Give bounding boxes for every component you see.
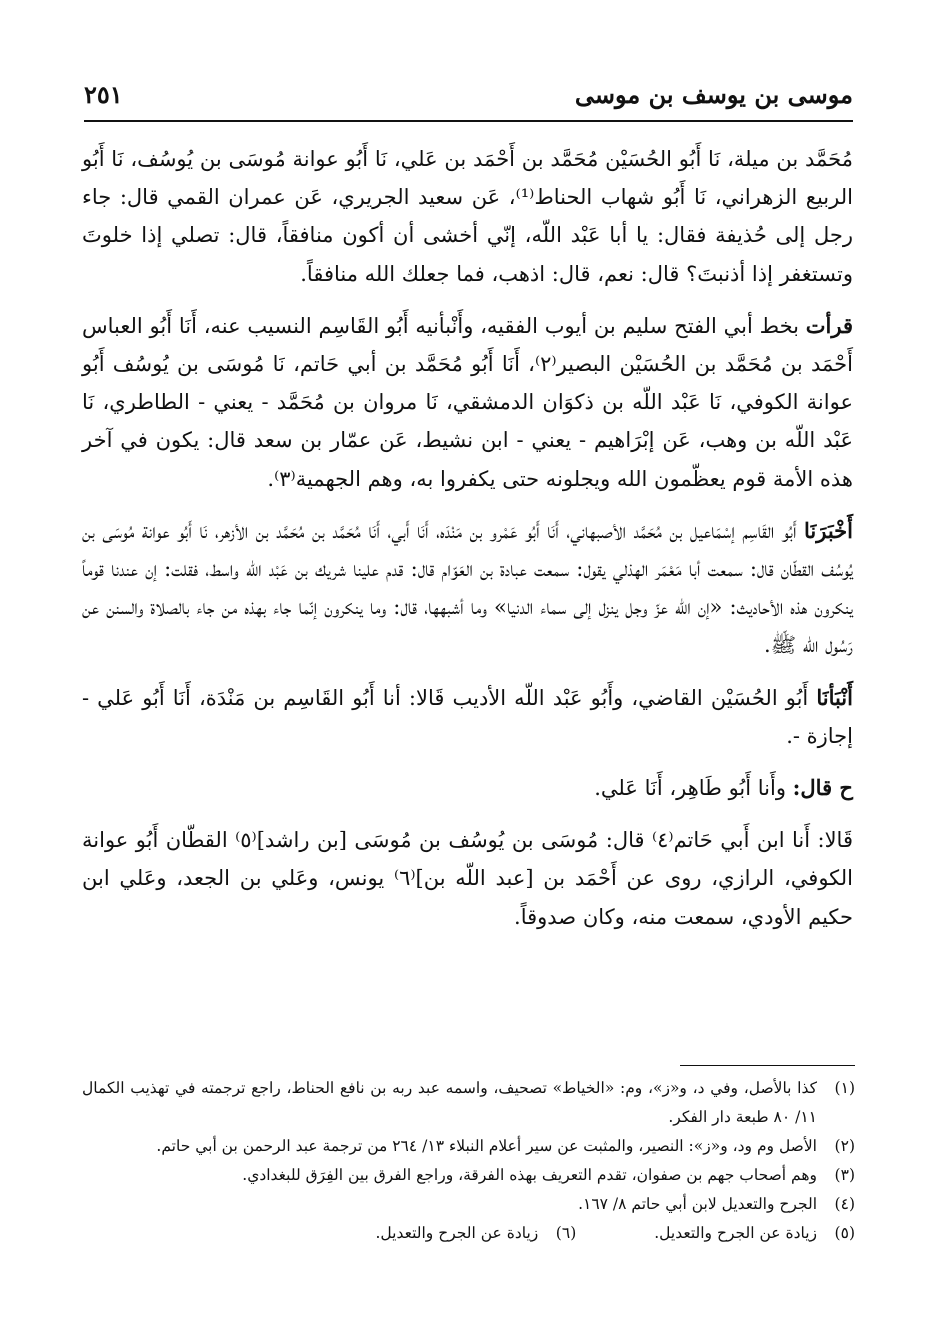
footnote-number: (١) bbox=[834, 1079, 855, 1097]
footnote-text: وهم أصحاب جهم بن صفوان، تقدم التعريف بهذه الفرقة، وراجع الفرق بين الفِرَق للبغدادي. bbox=[242, 1166, 817, 1184]
running-title: موسى بن يوسف بن موسى bbox=[574, 80, 853, 109]
footnote-number: (٦) bbox=[555, 1224, 577, 1242]
footnote bbox=[82, 1074, 855, 1132]
footnote bbox=[82, 1161, 855, 1190]
page-header bbox=[84, 78, 853, 122]
paragraph-lead: قرأت bbox=[805, 312, 853, 338]
page-number: ٢٥١ bbox=[84, 80, 123, 109]
paragraph-text: بخط أبي الفتح سليم بن أيوب الفقيه، وأَنْبأنيه أَبُو القَاسِم النسيب عنه، أَنَا أَبُو العباس أَحْمَد بن مُحَمَّد بن الحُسَيْن البصير⁽٢⁾، أَنَا أَبُو مُحَمَّد بن أبي حَاتم، نَا مُوسَى بن يُوسُف أَبُو عوانة الكوفي، نَا عَبْد اللّه بن ذكوَان الدمشقي، نَا مروان بن مُحَمَّد - يعني - الطاطري، نَا عَبْد اللّه بن وهب، عَن إبْرَاهيم - يعني - ابن نشيط، عَن عمّار بن سعد قال: يكون في آخر هذه الأمة قوم يعظّمون الله ويجلونه حتى يكفروا به، وهم الجهمية⁽٣⁾. bbox=[82, 313, 853, 491]
footnote bbox=[376, 1219, 577, 1248]
paragraph bbox=[82, 512, 853, 665]
footnote-text: الجرح والتعديل لابن أبي حاتم ٨/ ١٦٧. bbox=[578, 1195, 817, 1213]
main-text bbox=[82, 140, 853, 950]
footnote-row bbox=[82, 1219, 855, 1248]
paragraph-text: أَبُو الحُسَيْن القاضي، وأَبُو عَبْد اللّه الأديب قَالا: أنا أَبُو القَاسِم بن مَنْدَة، أَنَا أَبُو عَلي - إجازة -. bbox=[82, 685, 853, 748]
paragraph bbox=[82, 307, 853, 498]
paragraph bbox=[82, 821, 853, 936]
paragraph-lead: أَنْبَأنَا bbox=[816, 684, 853, 710]
footnote bbox=[82, 1190, 855, 1219]
paragraph-text: أَبُو القَاسِم إسْمَاعيل بن مُحَمَّد الأصبهاني، أَنَا أَبُو عَمْرو بن مَنْدَه، أَنَا أَبي، أَنَا مُحَمَّد بن مُحَمَّد بن الأزهر، نَا أَبُو عوانة مُوسَى بن يُوسُف القطّان قال: سمعت أبا مَعْمَر الهذلي يقول: سمعت عبادة بن العَوّام قال: قدم علينا شريك بن عَبْد اللّه واسط، فقلت: إن عندنا قوماً ينكرون هذه الأحاديث: «إن الله عزّ وجل ينزل إلى سماء الدنيا» وما أشبهها، قال: وما ينكرون إنّما جاء بهذه من جاء بالصلاة والسنن عن رَسُول اللّه ﷺ. bbox=[82, 518, 853, 658]
footnote-text: كذا بالأصل، وفي د، و«ز»، وم: «الخياط» تصحيف، واسمه عبد ربه بن نافع الحناط، راجع ترجمته في تهذيب الكمال ١١/ ٨٠ طبعة دار الفكر. bbox=[82, 1079, 817, 1126]
paragraph-lead: ح قال: bbox=[792, 775, 853, 801]
paragraph bbox=[82, 769, 853, 807]
footnote-number: (٣) bbox=[834, 1166, 855, 1184]
footnote-text: زيادة عن الجرح والتعديل. bbox=[375, 1224, 539, 1242]
footnote-number: (٤) bbox=[834, 1195, 855, 1213]
paragraph-text: مُحَمَّد بن ميلة، نَا أَبُو الحُسَيْن مُحَمَّد بن أَحْمَد بن عَلي، نَا أَبُو عوانة مُوسَى بن يُوسُف، نَا أَبُو الربيع الزهراني، نَا أَبُو شهاب الحناط⁽¹⁾، عَن سعيد الجريري، عَن عمران القمي قال: جاء رجل إلى حُذيفة فقال: يا أبا عَبْد اللّه، إنّي أخشى أن أكون منافقاً، قال: تصلي إذا خلوتَ وتستغفر إذا أذنبتَ؟ قال: نعم، قال: اذهب، فما جعلك الله منافقاً. bbox=[82, 147, 853, 286]
footnote bbox=[654, 1219, 855, 1248]
header-rule bbox=[84, 120, 853, 122]
paragraph-text: وأَنا أَبُو طَاهِر، أَنَا عَلي. bbox=[594, 776, 793, 801]
footnotes bbox=[82, 1074, 855, 1248]
paragraph bbox=[82, 140, 853, 293]
footnote bbox=[82, 1132, 855, 1161]
footnote-number: (٢) bbox=[834, 1137, 855, 1155]
footnote-text: الأصل وم ود، و«ز»: النصير، والمثبت عن سير أعلام النبلاء ١٣/ ٢٦٤ من ترجمة عبد الرحمن بن أبي حاتم. bbox=[156, 1137, 817, 1155]
paragraph bbox=[82, 679, 853, 755]
footnote-separator bbox=[680, 1065, 855, 1066]
paragraph-lead: أَخْبَرَنَا bbox=[804, 517, 853, 543]
paragraph-text: قَالا: أَنا ابن أَبي حَاتم⁽٤⁾ قال: مُوسَى بن يُوسُف بن مُوسَى [بن راشد]⁽٥⁾ القطّان أَبُو عوانة الكوفي، الرازي، روى عن أَحْمَد بن [عبد اللّه بن]⁽٦⁾ يونس، وعَلي بن الجعد، وعَلي ابن حكيم الأودي، سمعت منه، وكان صدوقاً. bbox=[82, 828, 853, 929]
footnote-number: (٥) bbox=[834, 1224, 855, 1242]
footnote-text: زيادة عن الجرح والتعديل. bbox=[654, 1224, 817, 1242]
